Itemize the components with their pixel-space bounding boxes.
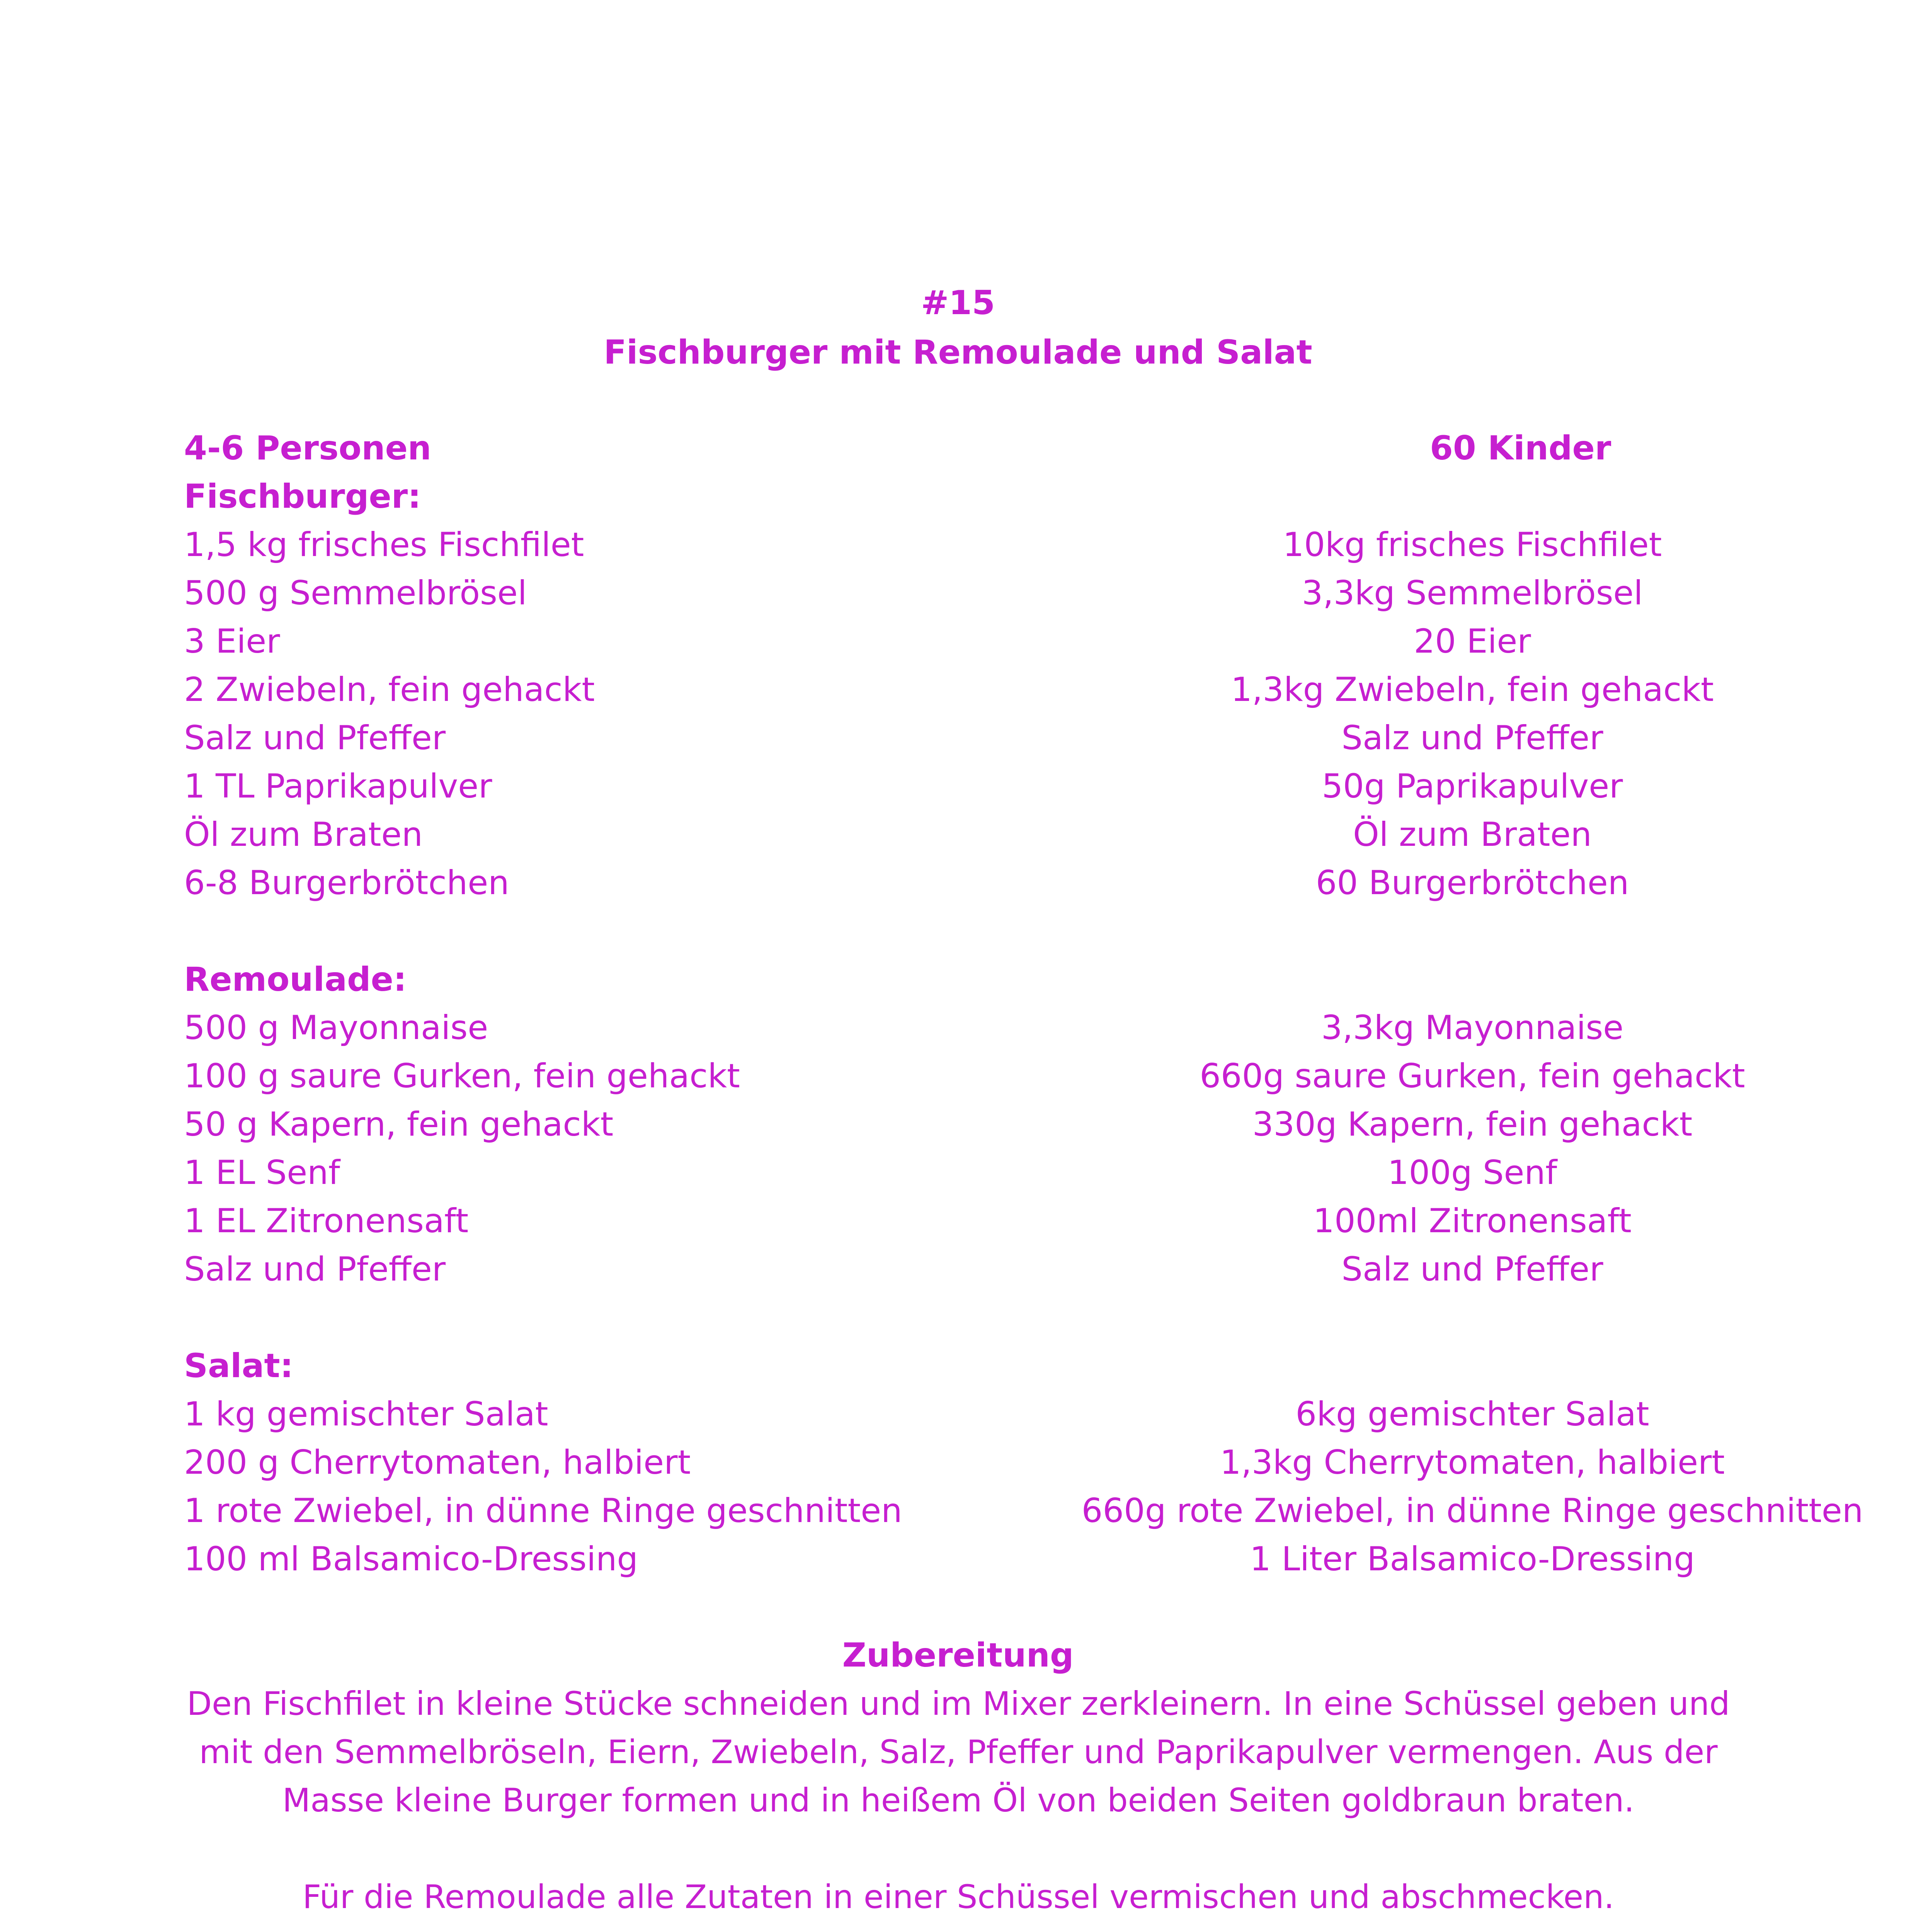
recipe-header (0, 278, 1916, 377)
ingredient-item: 1 kg gemischter Salat (184, 1395, 548, 1434)
ingredient-item: 330g Kapern, fein gehackt (1252, 1105, 1693, 1144)
ingredient-item: 3 Eier (184, 622, 280, 661)
ingredient-item: 50g Paprikapulver (1322, 767, 1623, 806)
preparation-title: Zubereitung (842, 1636, 1074, 1675)
preparation-step: Den Fischfilet in kleine Stücke schneiden und im Mixer zerkleinern. In eine Schüssel geben und mit den Semmelbröseln, Eiern, Zwiebeln, Salz, Pfeffer und Paprikapulver vermengen. Aus der Masse kleine Burger formen und in heißem Öl von beiden Seiten goldbraun braten. (187, 1685, 1730, 1819)
ingredient-item: 6kg gemischter Salat (1295, 1395, 1649, 1434)
ingredient-item: 3,3kg Mayonnaise (1321, 1009, 1624, 1047)
ingredients-remoulade-small (184, 1004, 740, 1294)
ingredient-item: 50 g Kapern, fein gehackt (184, 1105, 614, 1144)
ingredient-item: Öl zum Braten (1353, 815, 1592, 854)
ingredient-item: 660g rote Zwiebel, in dünne Ringe geschnitten (1081, 1492, 1863, 1530)
ingredient-item: 1 EL Zitronensaft (184, 1202, 469, 1240)
ingredient-item: 100g Senf (1387, 1153, 1557, 1192)
ingredient-item: 660g saure Gurken, fein gehackt (1200, 1057, 1745, 1095)
ingredient-item: 100 g saure Gurken, fein gehackt (184, 1057, 740, 1095)
ingredient-item: 1,3kg Zwiebeln, fein gehackt (1231, 670, 1714, 709)
ingredients-remoulade-large (920, 1004, 1916, 1294)
section-title-salat: Salat: (184, 1347, 293, 1385)
column-header-persons: 4-6 Personen (184, 429, 432, 468)
ingredient-item: 100ml Zitronensaft (1313, 1202, 1632, 1240)
ingredient-item: 1,3kg Cherrytomaten, halbiert (1220, 1443, 1725, 1482)
ingredient-item: 6-8 Burgerbrötchen (184, 864, 509, 902)
ingredient-item: 500 g Semmelbrösel (184, 574, 527, 612)
recipe-number: #15 (921, 284, 995, 322)
column-header-children: 60 Kinder (1430, 429, 1611, 468)
ingredient-item: Salz und Pfeffer (184, 1250, 446, 1289)
ingredients-salat-large (920, 1390, 1916, 1583)
ingredient-item: 1 TL Paprikapulver (184, 767, 492, 806)
ingredient-item: Öl zum Braten (184, 815, 423, 854)
ingredients-fischburger-small (184, 521, 595, 907)
ingredient-item: 10kg frisches Fischfilet (1283, 526, 1662, 564)
ingredient-item: 20 Eier (1414, 622, 1531, 661)
ingredient-item: Salz und Pfeffer (1341, 1250, 1603, 1289)
ingredient-item: 60 Burgerbrötchen (1315, 864, 1629, 902)
ingredient-item: 3,3kg Semmelbrösel (1302, 574, 1643, 612)
section-title-fischburger: Fischburger: (184, 477, 421, 516)
ingredient-item: 1 rote Zwiebel, in dünne Ringe geschnitten (184, 1492, 902, 1530)
section-title-remoulade: Remoulade: (184, 960, 407, 999)
recipe-title: Fischburger mit Remoulade und Salat (604, 333, 1312, 372)
ingredients-salat-small (184, 1390, 902, 1583)
ingredient-item: Salz und Pfeffer (1341, 719, 1603, 757)
ingredient-item: 1 Liter Balsamico-Dressing (1250, 1540, 1695, 1578)
preparation-step: Für die Remoulade alle Zutaten in einer Schüssel vermischen und abschmecken. (302, 1878, 1615, 1916)
ingredient-item: 2 Zwiebeln, fein gehackt (184, 670, 595, 709)
ingredient-item: 1 EL Senf (184, 1153, 340, 1192)
ingredients-fischburger-large (920, 521, 1916, 907)
ingredient-item: Salz und Pfeffer (184, 719, 446, 757)
ingredient-item: 1,5 kg frisches Fischfilet (184, 526, 584, 564)
ingredient-item: 200 g Cherrytomaten, halbiert (184, 1443, 691, 1482)
ingredient-item: 100 ml Balsamico-Dressing (184, 1540, 638, 1578)
ingredient-item: 500 g Mayonnaise (184, 1009, 488, 1047)
